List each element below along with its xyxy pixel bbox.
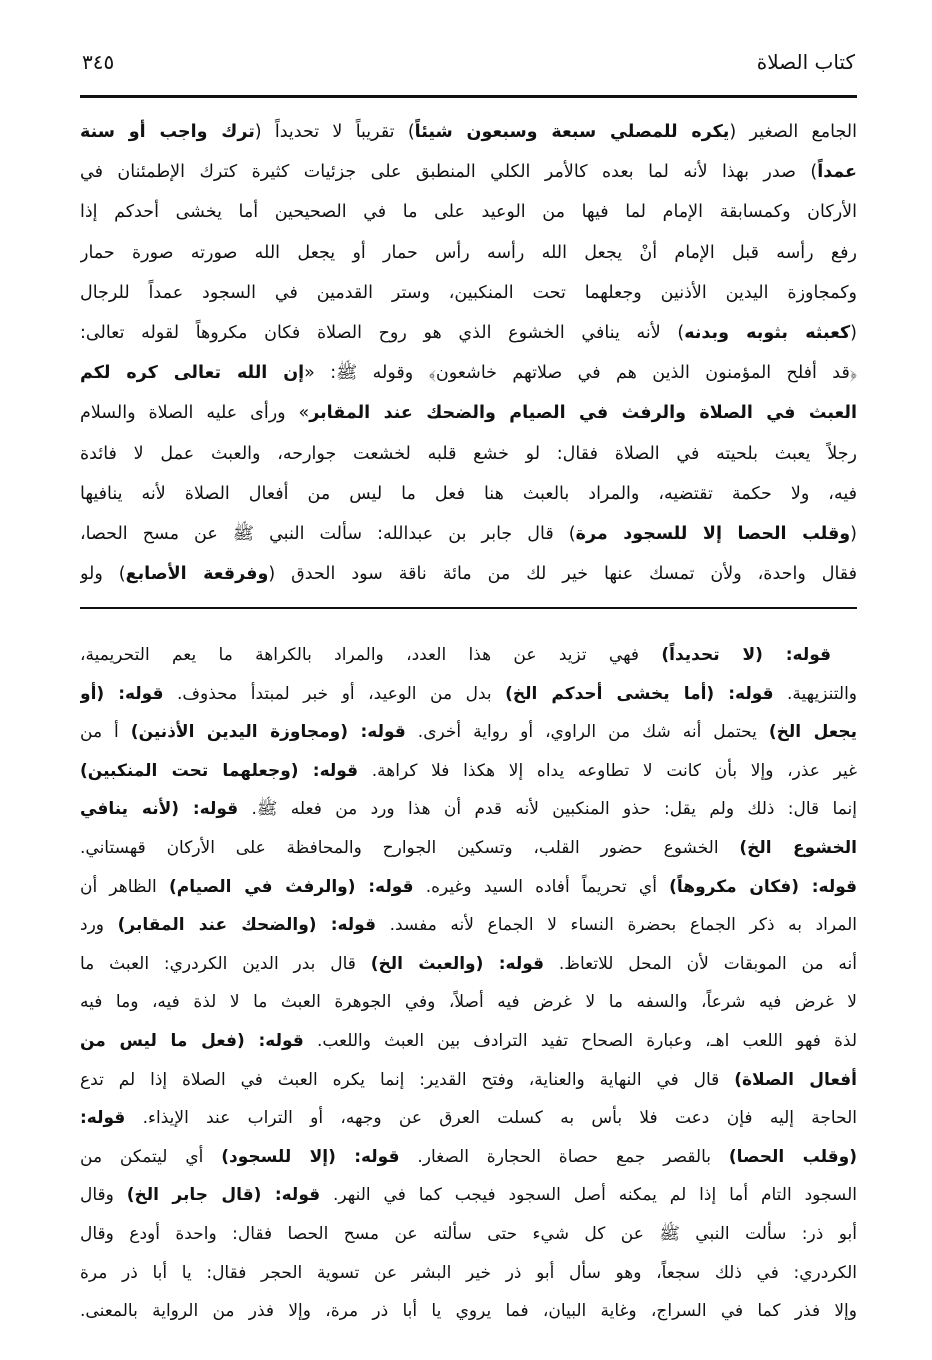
text-segment: فهي تزيد عن هذا العدد، والمراد بالكراهة ما يعم التحريمية،	[80, 645, 662, 665]
bold-segment: الخشوع الخ)	[739, 837, 857, 858]
footnotes	[80, 636, 857, 1331]
bold-segment: العبث في الصلاة والرفث في الصيام والضحك عند المقابر	[309, 403, 857, 424]
text-line	[80, 273, 857, 313]
footnote-line	[80, 1254, 857, 1293]
text-segment: ) قال جابر بن عبدالله: سألت النبي ﷺ عن مسح الحصا،	[80, 523, 576, 544]
text-line	[80, 152, 857, 192]
bold-segment: قوله: (ومجاوزة اليدين الأذنين)	[130, 722, 406, 743]
footnote-line	[80, 983, 857, 1022]
text-segment: الحاجة إليه فإن دعت فلا بأس به كسلت العرق عن وجهه، أو التراب عند الإيذاء.	[125, 1108, 857, 1129]
bold-segment: قوله: (والضحك عند المقابر)	[117, 915, 376, 936]
text-segment: غير عذر، وإلا بأن كانت لا تطاوعه يداه إلا هكذا فلا كراهة.	[358, 760, 857, 781]
footnote-line	[80, 945, 857, 984]
bold-segment: قوله: (أو	[80, 683, 164, 704]
text-segment: الظاهر أن	[80, 876, 169, 897]
bold-segment: يجعل الخ)	[768, 722, 857, 743]
bold-segment: أفعال الصلاة)	[734, 1069, 857, 1090]
footnote-line	[80, 1138, 857, 1177]
footnote-line	[80, 713, 857, 752]
text-segment: وكمجاوزة اليدين الأذنين وجعلهما تحت المنكبين، وستر القدمين في السجود عمداً للرجال	[80, 282, 857, 303]
text-segment: قال في النهاية والعناية، وفتح القدير: إنما يكره العبث في الصلاة إذا لم تدع	[80, 1069, 735, 1090]
text-segment: رفع رأسه قبل الإمام أنْ يجعل الله رأسه رأس حمار أو يجعل الله صورته صورة حمار	[80, 242, 857, 263]
bold-segment: قوله: (أما يخشى أحدكم الخ)	[505, 683, 774, 704]
text-line	[80, 313, 857, 353]
text-line	[80, 112, 857, 152]
text-segment: وإلا فذر كما في السراج، وغاية البيان، فما يروي يا أبا ذر مرة، وإلا فذر من الرواية بالمعنى.	[80, 1301, 857, 1322]
footnote-line	[80, 790, 857, 829]
text-segment: لذة فهو اللعب اهـ، وعبارة الصحاح تفيد الترادف بين العبث واللعب.	[303, 1030, 857, 1051]
text-line	[80, 192, 857, 232]
bold-segment: قوله: (إلا للسجود)	[221, 1146, 400, 1167]
footnote-line	[80, 752, 857, 791]
footnote-line	[80, 829, 857, 868]
text-segment: بدل من الوعيد، أو خبر لمبتدأ محذوف.	[163, 683, 506, 704]
text-segment: ورد	[80, 915, 118, 936]
page-number: ٣٤٥	[82, 50, 115, 74]
footnote-line	[80, 1292, 857, 1331]
text-line	[80, 514, 857, 554]
text-segment: والتنزيهية.	[773, 683, 857, 704]
footnote-line	[80, 868, 857, 907]
bold-segment: وقلب الحصا إلا للسجود مرة	[575, 523, 851, 544]
main-text	[80, 112, 857, 594]
footnote-line	[80, 906, 857, 945]
text-segment: ) صدر بهذا لأنه لما بعده كالأمر الكلي المنطبق على جزئيات كثيرة كترك الإطمئنان في	[80, 162, 818, 183]
text-segment: أي ليتمكن من	[80, 1146, 222, 1167]
header-divider	[80, 95, 857, 98]
text-line	[80, 393, 857, 433]
footnote-line	[80, 1099, 857, 1138]
text-segment: أي تحريماً أفاده السيد وغيره.	[413, 876, 670, 897]
text-segment: الكردري: في ذلك سجعاً، وهو سأل أبو ذر خير البشر عن تسوية الحجر فقال: يا أبا ذر مرة	[80, 1262, 857, 1283]
bold-segment: يكره للمصلي سبعة وسبعون شيئاً	[414, 122, 730, 142]
footnote-line	[80, 636, 857, 675]
bold-segment: قوله: (والعبث الخ)	[370, 953, 545, 974]
text-segment: فقال واحدة، ولأن تمسك عنها خير لك من مائة ناقة سود الحدق (	[268, 564, 857, 585]
bold-segment: قوله: (وجعلهما تحت المنكبين)	[80, 760, 359, 781]
footnote-line	[80, 1176, 857, 1215]
bold-segment: قوله:	[80, 1108, 126, 1129]
bold-segment: عمداً	[817, 162, 857, 183]
bold-segment: قوله: (لا تحديداً)	[661, 645, 831, 665]
bold-segment: قوله: (قال جابر الخ)	[126, 1185, 321, 1206]
text-line	[80, 474, 857, 514]
text-segment: قال بدر الدين الكردري: العبث ما	[80, 953, 371, 974]
text-segment: وقال	[80, 1185, 127, 1206]
bold-segment: (وقلب الحصا)	[728, 1146, 857, 1167]
footnote-line	[80, 675, 857, 714]
text-segment: » ورأى عليه الصلاة والسلام	[80, 403, 310, 424]
text-line	[80, 434, 857, 474]
text-segment: الخشوع حضور القلب، وتسكين الجوارح والمحافظة على الأركان قهستاني.	[80, 837, 740, 858]
text-segment: الأركان وكمسابقة الإمام لما فيها من الوعيد على ما في الصحيحين أما يخشى أحدكم إذا	[80, 202, 857, 223]
text-segment: أ من	[80, 722, 131, 743]
text-segment: بالقصر جمع حصاة الحجارة الصغار.	[399, 1146, 729, 1167]
text-segment: ﴿قد أفلح المؤمنون الذين هم في صلاتهم خاشعون﴾ وقوله ﷺ: «	[304, 363, 857, 384]
footnote-divider	[80, 607, 857, 609]
text-segment: رجلاً يعبث بلحيته في الصلاة فقال: لو خشع قلبه لخشعت جوارحه، والعبث عمل لا فائدة	[80, 443, 857, 464]
bold-segment: إن الله تعالى كره لكم	[80, 363, 305, 384]
text-segment: ) ولو	[80, 564, 126, 585]
bold-segment: كعبثه بثوبه وبدنه	[684, 322, 851, 343]
text-segment: الجامع الصغير (	[729, 122, 857, 142]
bold-segment: قوله: (فعل ما ليس من	[80, 1030, 304, 1051]
bold-segment: قوله: (لأنه ينافي	[80, 799, 239, 820]
page-header	[82, 44, 855, 84]
text-segment: السجود التام أما إذا لم يمكنه أصل السجود فيجب كما في النهر.	[320, 1185, 857, 1206]
text-segment: ) تقريباً لا تحديداً (	[254, 122, 415, 142]
text-segment: فيه، ولا حكمة تقتضيه، والمراد بالعبث هنا فعل ما ليس من أفعال الصلاة لأنه ينافيها	[80, 483, 857, 504]
text-segment: ) لأنه ينافي الخشوع الذي هو روح الصلاة فكان مكروهاً لقوله تعالى:	[80, 322, 685, 343]
text-line	[80, 353, 857, 393]
text-segment: أنه من الموبقات لأن المحل للاتعاظ.	[544, 953, 857, 974]
footnote-line	[80, 1022, 857, 1061]
bold-segment: وفرقعة الأصابع	[125, 564, 269, 585]
chapter-title: كتاب الصلاة	[756, 50, 855, 74]
bold-segment: ترك واجب أو سنة	[80, 122, 255, 142]
text-segment: إنما قال: ذلك ولم يقل: حذو المنكبين لأنه قدم أن هذا ورد من فعله ﷺ.	[238, 799, 857, 820]
footnote-line	[80, 1061, 857, 1100]
text-segment: المراد به ذكر الجماع بحضرة النساء لا الجماع لأنه مفسد.	[375, 915, 857, 936]
footnote-line	[80, 1215, 857, 1254]
text-line	[80, 233, 857, 273]
text-segment: (	[850, 322, 857, 343]
text-segment: يحتمل أنه شك من الراوي، أو رواية أخرى.	[405, 722, 769, 743]
text-line	[80, 554, 857, 594]
bold-segment: قوله: (فكان مكروهاً)	[669, 876, 857, 897]
text-segment: (	[850, 523, 857, 544]
text-segment: لا غرض فيه شرعاً، والسفه ما لا غرض فيه أصلاً، وفي الجوهرة العبث ما لا لذة فيه، وما فيه	[80, 992, 857, 1013]
text-segment: أبو ذر: سألت النبي ﷺ عن كل شيء حتى سألته عن مسح الحصا فقال: واحدة أودع وقال	[80, 1223, 857, 1244]
bold-segment: قوله: (والرفث في الصيام)	[168, 876, 414, 897]
